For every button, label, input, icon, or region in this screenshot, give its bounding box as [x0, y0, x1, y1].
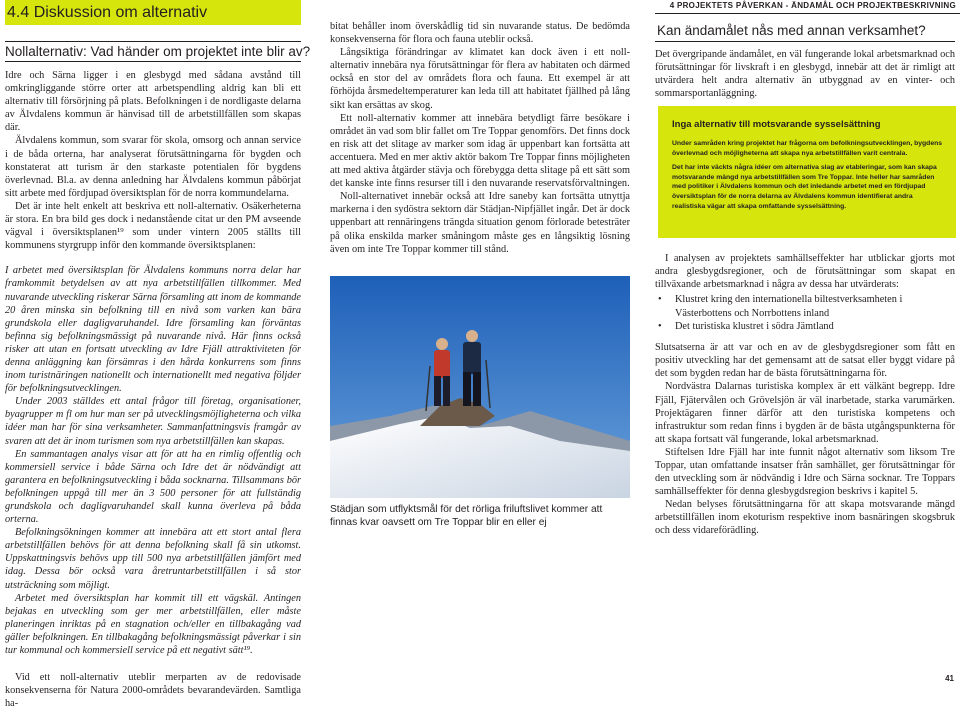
quote-paragraph: Arbetet med översiktsplan har kommit till ett vägskäl. Antingen bejakas en utveckling som ger mer arbetstillfällen, eller måste planeringen inriktas på en stagnation och/eller en tillbakagång vad gäller befolkningen. En tillbakagång befolkningsmässigt påverkar i sin tur kommunal och kommersiell service på ett negativt sätt¹⁹. [5, 592, 301, 657]
paragraph: Slutsatserna är att var och en av de glesbygdsregioner som fått en positiv utveckling har det gemensamt att de satsat eller byggt vidare på det som bygden redan har de bästa förutsättningarna för. [655, 342, 955, 380]
paragraph: Nordvästra Dalarnas turistiska komplex är ett välkänt begrepp. Idre Fjäll, Fjätervålen och Grövelsjön är väl inarbetade, starka varumärken. Projektägaren finner därför att den turistiska kompetens och infrastruktur som redan finns i bygden är de bästa utgångspunkterna för att skapa fortsatt väl fungerande, lokal arbetsmarknad. [655, 381, 955, 445]
bullet-item: • Det turistiska klustret i södra Jämtland [655, 320, 955, 333]
mountain-photo [330, 276, 630, 498]
bullet-item: • Klustret kring den internationella biltestverksamheten i Västerbottens och Norrbottens inland [655, 293, 955, 320]
paragraph: bitat behåller inom överskådlig tid sin nuvarande status. De bedömda konsekvenserna för flora och fauna uteblir också. [330, 21, 630, 46]
section-title: 4.4 Diskussion om alternativ [5, 0, 301, 25]
left-column [5, 0, 311, 710]
running-header-text: 4 PROJEKTETS PÅVERKAN - ÄNDAMÅL OCH PROJEKTBESKRIVNING [669, 1, 956, 10]
highlight-box-text [672, 139, 944, 211]
paragraph: Det är inte helt enkelt att beskriva ett noll-alternativ. Osäkerheterna är stora. En bra bild ges dock i nedanstående citat ur den PM avseende vägval i översiktsplanen¹⁹ som under vintern 2005 ställts till kommunens styrgrupp inför den kommande översiktsplanen: [5, 200, 301, 252]
paragraph: Vid ett noll-alternativ uteblir merparten av de redovisade konsekvenserna för Natura 2000-områdets bevarandevärden. Samtliga ha- [5, 672, 301, 710]
paragraph: Nedan belyses förutsättningarna för att skapa motsvarande mängd arbetstillfällen inom ekoturism respektive inom basnäringen skogsbruk och dess vidareförädling. [655, 499, 955, 537]
highlight-box-title: Inga alternativ till motsvarande sysselsättning [672, 119, 881, 130]
paragraph: Långsiktiga förändringar av klimatet kan dock även i ett noll-alternativ innebära nya förutsättningar för flera av habitaten och därmed också en stor del av områdets flora och fauna. Ett exempel är att förhöjda årsmedeltemperaturer kan leda till att habitatet fjällhed på lång sikt kan ersättas av skog. [330, 47, 630, 111]
photo-caption: Städjan som utflyktsmål för det rörliga friluftslivet kommer att finnas kvar oavsett om Tre Toppar blir en eller ej [330, 504, 603, 528]
paragraph: Idre och Särna ligger i en glesbygd med sådana avstånd till omkringliggande större orter att arbetspendling aldrig kan bli ett alternativ till försörjning på plats. Befolkningen i de nordligaste delarna av Älvdalens kommun är hänvisad till de arbetstillfällen som skapas där. [5, 70, 301, 134]
page-number: 41 [945, 674, 954, 683]
quote-paragraph: Befolkningsökningen kommer att innebära att ett stort antal flera arbetstillfällen behövs för att denna befolkning skall få sin utkomst. Uppskattningsvis behövs upp till 500 nya arbetstillfällen jämfört med idag. Dessa bör också vara åretruntarbetstillfällen i så stor utsträckning som möjligt. [5, 527, 301, 591]
right-column-bottom [655, 252, 955, 538]
paragraph: Noll-alternativet innebär också att Idre saneby kan fortsätta utnyttja markerna i den sydöstra sektorn där Städjan-Nipfjället ingår. Det är dock uppenbart att rennäringens trängda situation genom förlorade betesträter på olika enskilda marker småningom måste ges en långsiktig lösning även om inte Tre Toppar kommer till stånd. [330, 191, 630, 255]
highlight-box-paragraph: Under samråden kring projektet har frågorna om befolkningsutvecklingen, bygdens överlevnad och möjligheterna att skapa nya arbetstillfällen varit centrala. [672, 140, 943, 157]
quote-paragraph: I arbetet med översiktsplan för Älvdalens kommuns norra delar har framkommit betydelsen av att nya arbetstillfällen tillkommer. Med nuvarande utveckling riskerar Särna församling att inom de kommande 20 åren minska sin befolkning till en nivå som varken kan bära grundskola eller dagligvaruhandel. Idre församling kan förväntas befinna sig befolkningsmässigt på nuvarande nivå. Här finns också risker att utan en fortsatt utveckling av Idre Fjäll attraktiviteten för denna anläggning kan försämras i den hårda konkurrens som finns inom turistnäringen nationellt och internationellt med negativa följder för befolkningsutvecklingen. [5, 265, 301, 395]
paragraph: Det övergripande ändamålet, en väl fungerande lokal arbetsmarknad och förutsättningar för livskraft i en glesbygd, innebär att det är rimligt att utvärdera helt andra alternativ än utbyggnad av en vinter- och sommarsportanläggning. [655, 49, 955, 100]
paragraph: Ett noll-alternativ kommer att innebära betydligt färre besökare i området än vad som blir fallet om Tre Toppar genomförs. Det finns dock en risk att det slitage av marker som idag är uppenbart kan fortsätta att accentuera. Med en mer aktiv aktör bakom Tre Toppar finns möjligheten att med aktiva åtgärder stävja och förebygga detta slitage på ett sätt som det kanske inte finns resurser till i den nuvarande reservatsförvaltningen. [330, 112, 630, 190]
highlight-box [658, 106, 956, 238]
quote-paragraph: Under 2003 ställdes ett antal frågor till företag, organisationer, byagrupper m fl om hur man ser på utvecklingsmöjligheterna och vilka idéer man har för sina verksamheter. Sammanfattningsvis framgår av svaren att det är inom turismen som nya arbetstillfällen kan skapas. [5, 396, 301, 447]
right-heading: Kan ändamålet nås med annan verksamhet? [655, 22, 955, 42]
running-header [655, 0, 960, 14]
paragraph: I analysen av projektets samhällseffekter har utblickar gjorts mot andra glesbygdsregioner, och de förutsättningar som skapat en tillväxande arbetsmarknad i några av dessa har utvärderats: [655, 253, 955, 291]
hikers-on-summit-image [330, 276, 630, 498]
paragraph: Stiftelsen Idre Fjäll har inte funnit något alternativ som liksom Tre Toppar, utan omfattande insatser från samhället, ger förutsättningar för den utveckling som är nödvändig i Idre och Särna socknar. Tre Toppars samhällseffekter för denna glesbygdsregion beskrivs i kapitel 5. [655, 446, 955, 498]
middle-column [330, 20, 630, 256]
bullet-list [655, 293, 955, 333]
section-subtitle: Nollalternativ: Vad händer om projektet inte blir av? [5, 41, 301, 62]
quote-paragraph: En sammantagen analys visar att för att ha en rimlig offentlig och kommersiell service i både Särna och Idre det är nödvändigt att garantera en befolkningsutveckling i båda socknarna. Tillsammans bör befolkningen uppgå till mer än 3 500 personer för att fullständig grundskola och dagligvaruhandel skall kunna överleva på båda orterna. [5, 448, 301, 526]
right-column-top [655, 22, 955, 100]
highlight-box-paragraph: Det har inte väckts några idéer om alternativa slag av etableringar, som kan skapa motsvarande mängd nya arbetstillfällen som Tre Toppar. Inte heller har samråden med politiker i Älvdalens kommun och det inledande arbetet med en fördjupad översiktsplan för de norra delarna av Älvdalens kommun identifierat andra realistiska vägar att skapa omfattande sysselsättning. [672, 164, 937, 210]
paragraph: Älvdalens kommun, som svarar för skola, omsorg och annan service i de båda orterna, har analyserat förutsättningarna för bygden och konstaterat att turism är den starkaste potentialen för bygdens överlevnad. Bl.a. av denna anledning har Älvdalens kommun påbörjat sitt arbete med fördjupad översiktsplan för de norra kommundelarna. [5, 135, 301, 199]
